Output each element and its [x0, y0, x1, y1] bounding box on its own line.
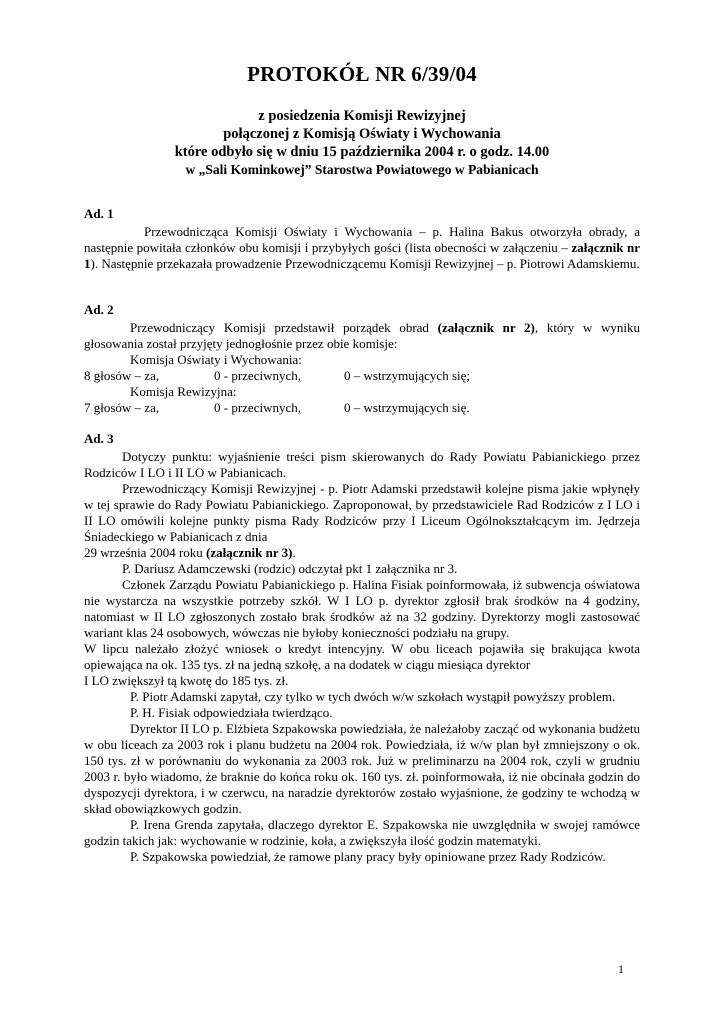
text: .	[292, 545, 296, 560]
votes-against: 0 - przeciwnych,	[214, 368, 301, 383]
section-ad1	[84, 206, 640, 272]
paragraph: Dotyczy punktu: wyjaśnienie treści pism skierowanych do Rady Powiatu Pabianickiego przez Rodziców I LO i II LO w Pabianicach.	[84, 449, 640, 480]
subtitle-line: które odbyło się w dniu 15 października 2004 r. o godz. 14.00	[174, 144, 550, 160]
text: Przewodniczący Komisji Rewizyjnej - p. Piotr Adamski przedstawił kolejne pisma jakie wpłynęły w tej sprawie do Rady Powiatu Pabianickiego. Zaproponował, by przedstawiciele Rad Rodziców z I LO i II LO omówili kolejne punkty pisma Rady Rodziców przy I Liceum Ogólnokształcącym im. Jędrzeja Śniadeckiego w Pabianicach z dnia	[84, 481, 640, 544]
section-heading: Ad. 1	[84, 206, 114, 221]
paragraph: P. Piotr Adamski zapytał, czy tylko w tych dwóch w/w szkołach wystąpił powyższy problem.	[130, 689, 616, 704]
votes-for: 7 głosów – za,	[84, 400, 160, 415]
section-ad2	[84, 302, 640, 416]
vote-row	[84, 400, 640, 416]
subtitle-line: połączonej z Komisją Oświaty i Wychowania	[223, 126, 501, 142]
committee-name: Komisja Rewizyjna:	[130, 384, 237, 399]
text: ). Następnie przekazała prowadzenie Przewodniczącemu Komisji Rewizyjnej – p. Piotrowi Adamskiemu.	[90, 256, 640, 271]
text: I LO zwiększył tą kwotę do 185 tys. zł.	[84, 673, 289, 688]
paragraph	[84, 481, 640, 561]
votes-abstain: 0 – wstrzymujących się.	[344, 400, 470, 415]
text: Przewodnicząca Komisji Oświaty i Wychowania – p. Halina Bakus otworzyła obrady, a następnie powitała członków obu komisji i przybyłych gości (lista obecności w załączeniu –	[84, 224, 640, 255]
committee-name: Komisja Oświaty i Wychowania:	[130, 352, 302, 367]
paragraph: P. Szpakowska powiedział, że ramowe plany pracy były opiniowane przez Rady Rodziców.	[130, 849, 606, 864]
votes-for: 8 głosów – za,	[84, 368, 160, 383]
paragraph	[84, 641, 640, 689]
paragraph: Członek Zarządu Powiatu Pabianickiego p. Halina Fisiak poinformowała, iż subwencja oświatowa nie wystarcza na wszystkie potrzeby szkół. W I LO p. dyrektor zgłosił brak środków na 4 godziny, natomiast w II LO zgłoszonych zostało brak środków aż na 32 godziny. Dyrektorzy mogli zastosować wariant klas 24 osobowych, wówczas nie byłoby konieczności podziału na grupy.	[84, 577, 640, 640]
paragraph: Dyrektor II LO p. Elżbieta Szpakowska powiedziała, że należałoby zacząć od wykonania budżetu w obu liceach za 2003 rok i planu budżetu na 2004 rok. Powiedziała, iż w/w plan był zmniejszony o ok. 150 tys. zł w porównaniu do wykonania za 2003 rok. Już w preliminarzu na 2004 rok, czyli w grudniu 2003 r. było wiadomo, że braknie do końca roku ok. 160 tys. zł. poinformowała, iż nie obcinała godzin do dyspozycji dyrektora, i w czerwcu, na naradzie dyrektorów zostało wyjaśnione, że godziny te wchodzą w skład obowiązkowych godzin.	[84, 721, 640, 816]
text: W lipcu należało złożyć wniosek o kredyt intencyjny. W obu liceach pojawiła się brakująca kwota opiewająca na ok. 135 tys. zł na jedną szkołę, a na dodatek w ciągu miesiąca dyrektor	[84, 641, 640, 672]
paragraph	[84, 224, 640, 272]
attachment-ref: (załącznik nr 2)	[437, 320, 535, 335]
text: 29 września 2004 roku	[84, 545, 207, 560]
subtitle-line: w „Sali Kominkowej” Starostwa Powiatowego w Pabianicach	[185, 162, 539, 177]
votes-against: 0 - przeciwnych,	[214, 400, 301, 415]
document-subtitle	[0, 107, 724, 179]
paragraph: P. H. Fisiak odpowiedziała twierdząco.	[130, 705, 333, 720]
page-number: 1	[618, 962, 624, 976]
paragraph: P. Dariusz Adamczewski (rodzic) odczytał pkt 1 załącznika nr 3.	[122, 561, 458, 576]
subtitle-line: z posiedzenia Komisji Rewizyjnej	[258, 108, 466, 124]
paragraph	[84, 320, 640, 352]
text: , który w wyniku głosowania został przyjęty jednogłośnie przez obie komisje:	[84, 320, 640, 351]
section-ad3	[84, 431, 640, 865]
attachment-ref: załącznik nr 1	[84, 240, 640, 271]
section-heading: Ad. 3	[84, 431, 114, 446]
attachment-ref: (załącznik nr 3)	[206, 545, 293, 560]
section-heading: Ad. 2	[84, 302, 114, 317]
text: Przewodniczący Komisji przedstawił porządek obrad	[130, 320, 438, 335]
votes-abstain: 0 – wstrzymujących się;	[344, 368, 470, 383]
vote-row	[84, 368, 640, 384]
document-title: PROTOKÓŁ NR 6/39/04	[247, 62, 477, 86]
paragraph: P. Irena Grenda zapytała, dlaczego dyrektor E. Szpakowska nie uwzględniła w swojej ramówce godzin takich jak: wychowanie w rodzinie, koła, a zwiększyła ilość godzin matematyki.	[84, 817, 640, 848]
